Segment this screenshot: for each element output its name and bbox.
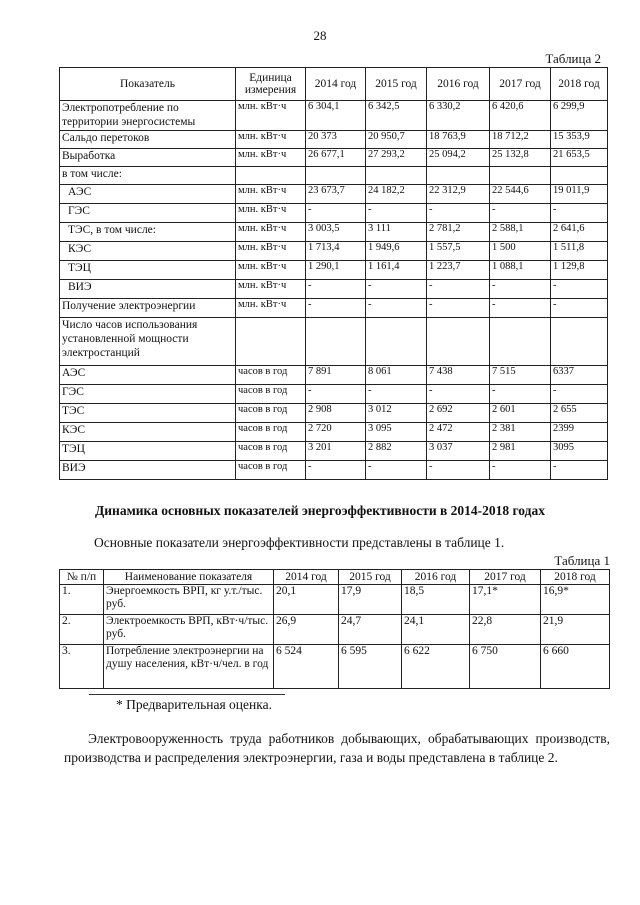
row-label: ТЭЦ <box>60 442 236 461</box>
cell-value <box>551 318 608 366</box>
cell-value: - <box>551 299 608 318</box>
table1-header-year: 2017 год <box>470 570 541 585</box>
cell-value: 22,8 <box>470 615 541 645</box>
row-unit: млн. кВт·ч <box>236 185 306 204</box>
cell-value: 6 420,6 <box>490 101 551 131</box>
cell-value: 3 037 <box>427 442 490 461</box>
cell-value: 19 011,9 <box>551 185 608 204</box>
row-unit: млн. кВт·ч <box>236 204 306 223</box>
cell-value: 22 544,6 <box>490 185 551 204</box>
cell-value: 6 330,2 <box>427 101 490 131</box>
cell-value: - <box>551 204 608 223</box>
table-row <box>60 280 608 299</box>
cell-value: 21,9 <box>541 615 610 645</box>
table-row <box>60 185 608 204</box>
table1 <box>59 569 610 689</box>
cell-value: 6 622 <box>402 645 470 689</box>
table-row <box>60 461 608 480</box>
cell-value: 7 891 <box>306 366 366 385</box>
cell-value: 1 129,8 <box>551 261 608 280</box>
row-unit: часов в год <box>236 461 306 480</box>
cell-value: 8 061 <box>366 366 427 385</box>
cell-value: 2 908 <box>306 404 366 423</box>
row-unit: часов в год <box>236 366 306 385</box>
cell-value: - <box>306 280 366 299</box>
cell-value: 1 223,7 <box>427 261 490 280</box>
table-row <box>60 318 608 366</box>
cell-value: 21 653,5 <box>551 149 608 167</box>
table2-header-year: 2017 год <box>490 68 551 101</box>
cell-value: 2 588,1 <box>490 223 551 242</box>
row-unit: часов в год <box>236 442 306 461</box>
cell-value: - <box>366 299 427 318</box>
cell-value: 2 692 <box>427 404 490 423</box>
row-label: КЭС <box>60 242 236 261</box>
cell-value: 3095 <box>551 442 608 461</box>
table-row <box>60 242 608 261</box>
row-unit: часов в год <box>236 404 306 423</box>
cell-value <box>427 318 490 366</box>
cell-value: 26 677,1 <box>306 149 366 167</box>
cell-value: 6 299,9 <box>551 101 608 131</box>
cell-value: 16,9* <box>541 585 610 615</box>
cell-value: - <box>490 385 551 404</box>
cell-value: 1 088,1 <box>490 261 551 280</box>
cell-value: 6 342,5 <box>366 101 427 131</box>
cell-value <box>306 318 366 366</box>
table-row <box>60 585 610 615</box>
cell-value: 2399 <box>551 423 608 442</box>
cell-value: 6 595 <box>339 645 402 689</box>
cell-value: - <box>490 280 551 299</box>
cell-value: 26,9 <box>274 615 339 645</box>
cell-value: 18 763,9 <box>427 131 490 149</box>
row-label: АЭС <box>60 185 236 204</box>
table-row <box>60 404 608 423</box>
row-label: КЭС <box>60 423 236 442</box>
row-label: Сальдо перетоков <box>60 131 236 149</box>
cell-value: 3 095 <box>366 423 427 442</box>
cell-value: 6 660 <box>541 645 610 689</box>
row-unit <box>236 318 306 366</box>
cell-value: 1 290,1 <box>306 261 366 280</box>
row-unit: млн. кВт·ч <box>236 242 306 261</box>
cell-value: - <box>427 385 490 404</box>
table2 <box>59 67 608 480</box>
row-name: Потребление электроэнергии на душу населения, кВт·ч/чел. в год <box>104 645 274 689</box>
section-heading: Динамика основных показателей энергоэффективности в 2014-2018 годах <box>94 503 545 518</box>
cell-value: 1 500 <box>490 242 551 261</box>
table1-header-year: 2015 год <box>339 570 402 585</box>
cell-value <box>306 167 366 185</box>
cell-value: 2 641,6 <box>551 223 608 242</box>
cell-value <box>551 167 608 185</box>
cell-value <box>427 167 490 185</box>
cell-value: - <box>427 299 490 318</box>
intro-text: Основные показатели энергоэффективности представлены в таблице 1. <box>94 535 505 550</box>
cell-value: 15 353,9 <box>551 131 608 149</box>
table-row <box>60 385 608 404</box>
cell-value: - <box>490 204 551 223</box>
cell-value: - <box>490 299 551 318</box>
cell-value: 24,1 <box>402 615 470 645</box>
cell-value: 6 750 <box>470 645 541 689</box>
table-row <box>60 223 608 242</box>
cell-value: - <box>427 461 490 480</box>
row-label: Электропотребление по территории энергосистемы <box>60 101 236 131</box>
cell-value: - <box>551 280 608 299</box>
cell-value: 18 712,2 <box>490 131 551 149</box>
table2-header-year: 2015 год <box>366 68 427 101</box>
row-unit <box>236 167 306 185</box>
cell-value: - <box>306 385 366 404</box>
table2-header-year: 2018 год <box>551 68 608 101</box>
row-label: Получение электроэнергии <box>60 299 236 318</box>
cell-value: 6 524 <box>274 645 339 689</box>
body-paragraph: Электровооруженность труда работников добывающих, обрабатывающих производств, производства и распределения электроэнергии, газа и воды представлена в таблице 2. <box>64 731 610 765</box>
cell-value: - <box>366 461 427 480</box>
row-label: Число часов использования установленной мощности электростанций <box>60 318 236 366</box>
cell-value: - <box>306 461 366 480</box>
cell-value: 18,5 <box>402 585 470 615</box>
cell-value: 20,1 <box>274 585 339 615</box>
table1-header-name: Наименование показателя <box>104 570 274 585</box>
cell-value: 2 882 <box>366 442 427 461</box>
cell-value: - <box>427 280 490 299</box>
table2-header-year: 2014 год <box>306 68 366 101</box>
cell-value: 1 949,6 <box>366 242 427 261</box>
table-row <box>60 615 610 645</box>
cell-value: 3 111 <box>366 223 427 242</box>
footnote-divider <box>89 694 285 695</box>
row-label: ВИЭ <box>60 461 236 480</box>
table2-header-unit: Единица измерения <box>236 68 306 101</box>
cell-value: - <box>490 461 551 480</box>
table1-header-number: № п/п <box>60 570 104 585</box>
table-row <box>60 204 608 223</box>
cell-value: 24,7 <box>339 615 402 645</box>
cell-value: 20 373 <box>306 131 366 149</box>
cell-value: 7 438 <box>427 366 490 385</box>
cell-value: 2 472 <box>427 423 490 442</box>
row-label: ТЭС, в том числе: <box>60 223 236 242</box>
table2-header-indicator: Показатель <box>60 68 236 101</box>
cell-value: 2 655 <box>551 404 608 423</box>
cell-value: 25 132,8 <box>490 149 551 167</box>
cell-value: - <box>306 299 366 318</box>
row-label: ТЭС <box>60 404 236 423</box>
row-label: в том числе: <box>60 167 236 185</box>
table-row <box>60 299 608 318</box>
table-row <box>60 366 608 385</box>
cell-value: 2 981 <box>490 442 551 461</box>
table-row <box>60 149 608 167</box>
row-unit: млн. кВт·ч <box>236 223 306 242</box>
row-label: ГЭС <box>60 385 236 404</box>
table-row <box>60 423 608 442</box>
cell-value <box>490 167 551 185</box>
row-unit: млн. кВт·ч <box>236 101 306 131</box>
row-label: Выработка <box>60 149 236 167</box>
cell-value: 2 781,2 <box>427 223 490 242</box>
cell-value: 20 950,7 <box>366 131 427 149</box>
cell-value: 1 161,4 <box>366 261 427 280</box>
cell-value: 2 720 <box>306 423 366 442</box>
cell-value: 25 094,2 <box>427 149 490 167</box>
cell-value <box>490 318 551 366</box>
cell-value: - <box>366 280 427 299</box>
row-number: 3. <box>60 645 104 689</box>
row-label: ГЭС <box>60 204 236 223</box>
table2-caption: Таблица 2 <box>545 51 601 66</box>
table1-caption: Таблица 1 <box>554 553 610 568</box>
row-label: АЭС <box>60 366 236 385</box>
cell-value: 24 182,2 <box>366 185 427 204</box>
row-label: ВИЭ <box>60 280 236 299</box>
table-row <box>60 442 608 461</box>
table-row <box>60 645 610 689</box>
row-unit: часов в год <box>236 423 306 442</box>
table-row <box>60 131 608 149</box>
cell-value: 27 293,2 <box>366 149 427 167</box>
cell-value: 23 673,7 <box>306 185 366 204</box>
row-number: 1. <box>60 585 104 615</box>
cell-value: 1 511,8 <box>551 242 608 261</box>
row-unit: часов в год <box>236 385 306 404</box>
row-label: ТЭЦ <box>60 261 236 280</box>
footnote: * Предварительная оценка. <box>116 697 272 712</box>
row-unit: млн. кВт·ч <box>236 299 306 318</box>
cell-value: 2 601 <box>490 404 551 423</box>
cell-value: 6337 <box>551 366 608 385</box>
page-number: 28 <box>313 28 327 43</box>
cell-value: 22 312,9 <box>427 185 490 204</box>
table1-header-year: 2016 год <box>402 570 470 585</box>
row-unit: млн. кВт·ч <box>236 280 306 299</box>
cell-value: 3 003,5 <box>306 223 366 242</box>
row-unit: млн. кВт·ч <box>236 261 306 280</box>
row-unit: млн. кВт·ч <box>236 131 306 149</box>
row-unit: млн. кВт·ч <box>236 149 306 167</box>
cell-value: 1 557,5 <box>427 242 490 261</box>
row-name: Электроемкость ВРП, кВт·ч/тыс. руб. <box>104 615 274 645</box>
cell-value: 17,9 <box>339 585 402 615</box>
table2-header-row <box>60 68 608 101</box>
cell-value <box>366 167 427 185</box>
cell-value: 7 515 <box>490 366 551 385</box>
cell-value: - <box>366 385 427 404</box>
cell-value: - <box>306 204 366 223</box>
table-row <box>60 101 608 131</box>
cell-value: 2 381 <box>490 423 551 442</box>
row-name: Энергоемкость ВРП, кг у.т./тыс. руб. <box>104 585 274 615</box>
cell-value: 3 201 <box>306 442 366 461</box>
cell-value: - <box>551 385 608 404</box>
table1-header-year: 2014 год <box>274 570 339 585</box>
row-number: 2. <box>60 615 104 645</box>
cell-value: - <box>427 204 490 223</box>
cell-value: 6 304,1 <box>306 101 366 131</box>
table-row <box>60 261 608 280</box>
table1-header-row <box>60 570 610 585</box>
cell-value: 17,1* <box>470 585 541 615</box>
cell-value: - <box>366 204 427 223</box>
cell-value: 1 713,4 <box>306 242 366 261</box>
cell-value: - <box>551 461 608 480</box>
table1-header-year: 2018 год <box>541 570 610 585</box>
table-row <box>60 167 608 185</box>
cell-value <box>366 318 427 366</box>
cell-value: 3 012 <box>366 404 427 423</box>
table2-header-year: 2016 год <box>427 68 490 101</box>
